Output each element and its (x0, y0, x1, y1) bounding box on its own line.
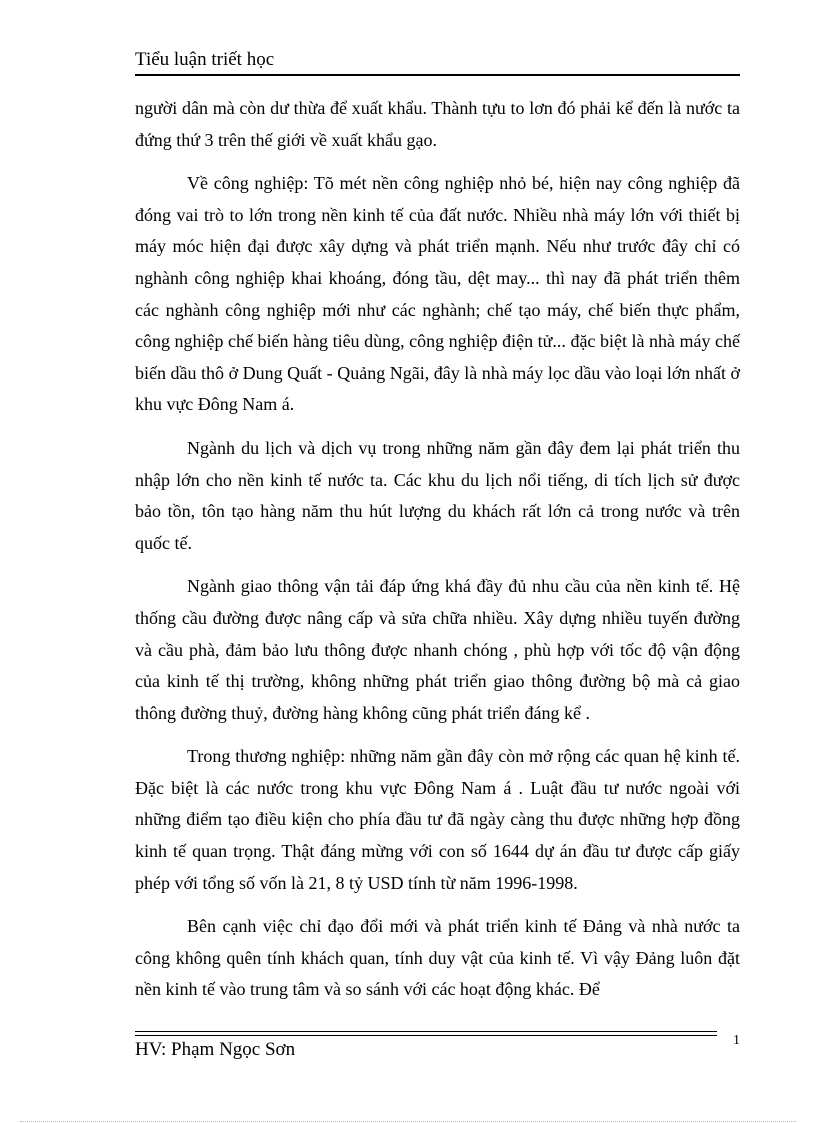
paragraph-4: Ngành giao thông vận tải đáp ứng khá đầy đủ nhu cầu của nền kinh tế. Hệ thống cầu đường được nâng cấp và sửa chữa nhiều. Xây dựng nhiều tuyến đường và cầu phà, đảm bảo lưu thông được nhanh chóng , phù hợp với tốc độ vận động của kinh tế thị trường, không những phát triển giao thông đường bộ mà cả giao thông đường thuỷ, đường hàng không cũng phát triển đáng kể . (135, 576, 740, 723)
paragraph-1: người dân mà còn dư thừa để xuất khẩu. Thành tựu to lơn đó phải kể đến là nước ta đứng thứ 3 trên thế giới về xuất khẩu gạo. (135, 98, 740, 150)
paragraph-3: Ngành du lịch và dịch vụ trong những năm gần đây đem lại phát triển thu nhập lớn cho nền kinh tế nước ta. Các khu du lịch nổi tiếng, di tích lịch sử được bảo tồn, tôn tạo hàng năm thu hút lượng du khách rất lớn cả trong nước và trên quốc tế. (135, 437, 740, 553)
paragraph-5: Trong thương nghiệp: những năm gần đây còn mở rộng các quan hệ kinh tế. Đặc biệt là các nước trong khu vực Đông Nam á . Luật đầu tư nước ngoài với những điểm tạo điều kiện cho phía đầu tư đã ngày càng thu được những hợp đồng kinh tế quan trọng. Thật đáng mừng với con số 1644 dự án đầu tư được cấp giấy phép với tổng số vốn là 21, 8 tỷ USD tính từ năm 1996-1998. (135, 746, 740, 893)
paragraph-6: Bên cạnh việc chỉ đạo đổi mới và phát triển kinh tế Đảng và nhà nước ta công không quên tính khách quan, tính duy vật của kinh tế. Vì vậy Đảng luôn đặt nền kinh tế vào trung tâm và so sánh với các hoạt động khác. Để (135, 916, 740, 1000)
footer-author: HV: Phạm Ngọc Sơn (135, 1039, 296, 1060)
page-number: 1 (733, 1033, 740, 1048)
document-body (135, 93, 740, 1018)
paragraph-2: Về công nghiệp: Tõ mét nền công nghiệp nhỏ bé, hiện nay công nghiệp đã đóng vai trò to lớn trong nền kinh tế của đất nước. Nhiều nhà máy lớn với thiết bị máy móc hiện đại được xây dựng và phát triển mạnh. Nếu như trước đây chỉ có nghành công nghiệp khai khoáng, đóng tầu, dệt may... thì nay đã phát triển thêm các nghành công nghiệp mới như các nghành; chế tạo máy, chế biến thực phẩm, công nghiệp chế biến hàng tiêu dùng, công nghiệp điện tử... đặc biệt là nhà máy chế biến dầu thô ở Dung Quất - Quảng Ngãi, đây là nhà máy lọc dầu vào loại lớn nhất ở khu vực Đông Nam á. (135, 173, 740, 415)
page-edge-divider (20, 1121, 796, 1122)
page-header-title: Tiểu luận triết học (135, 48, 740, 76)
footer-divider (135, 1031, 717, 1036)
